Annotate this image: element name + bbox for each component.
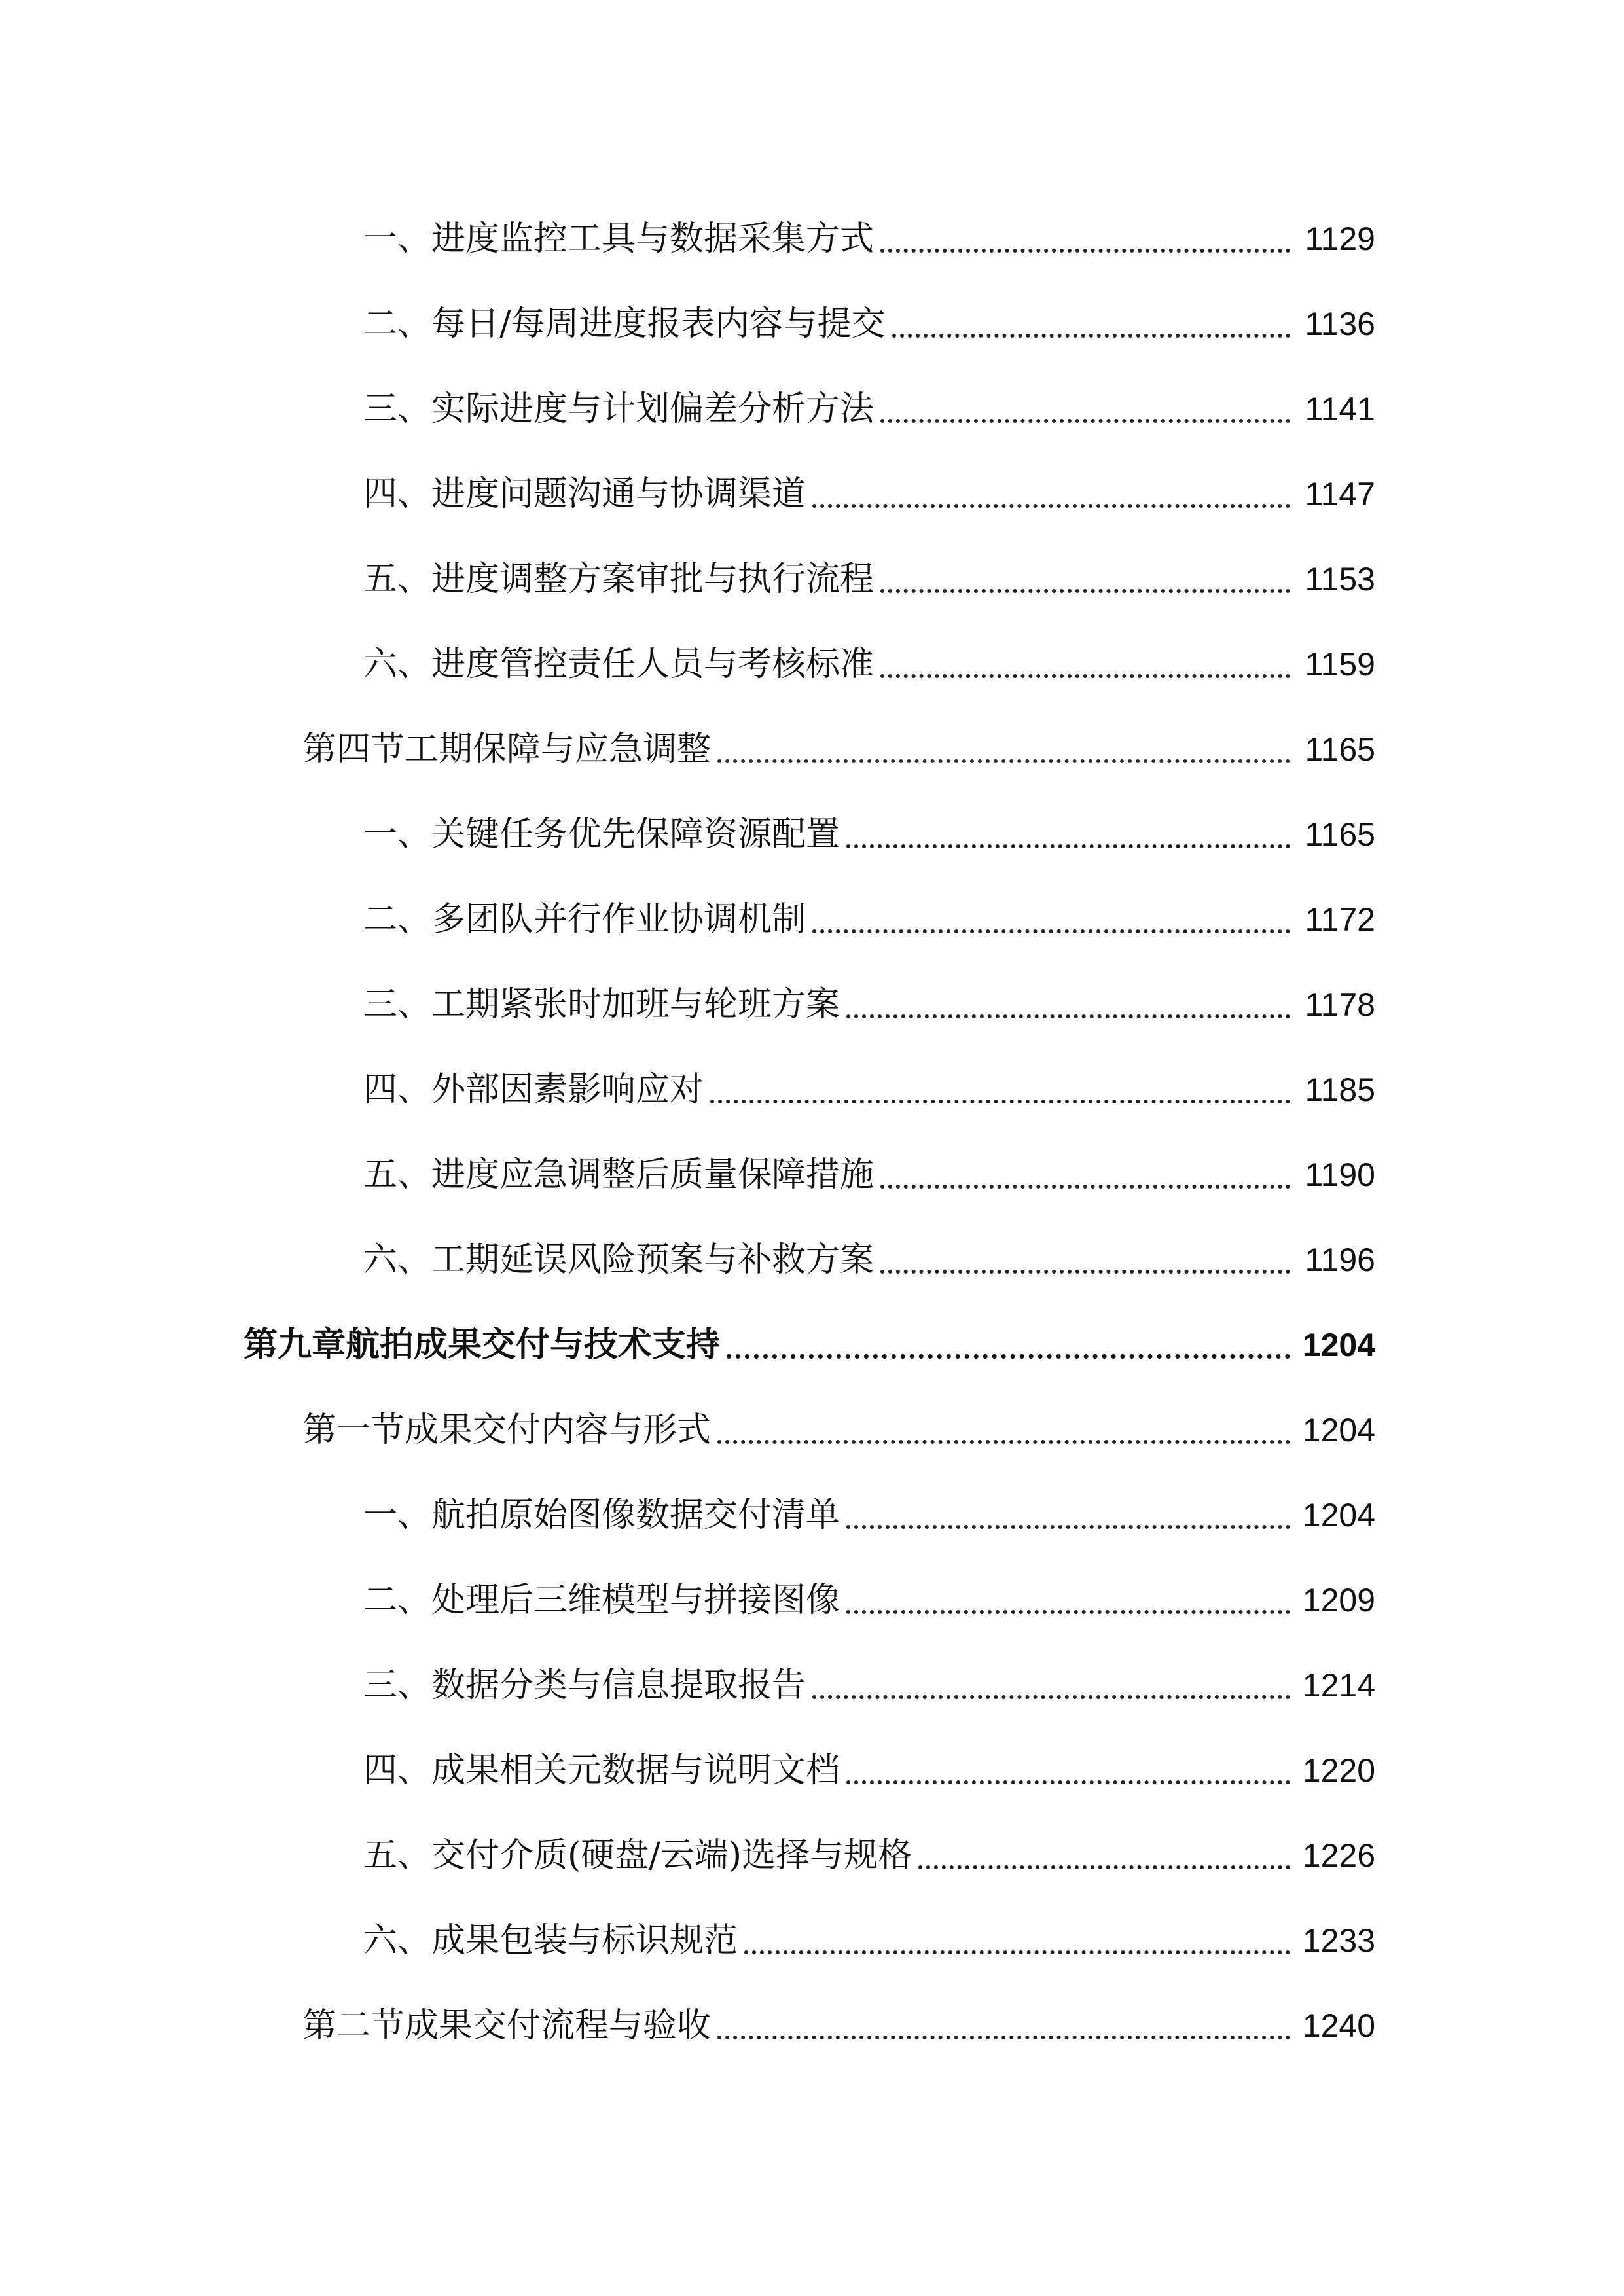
toc-entry-title: 四、进度问题沟通与协调渠道 <box>363 475 806 514</box>
toc-entry-title: 五、进度调整方案审批与执行流程 <box>363 560 875 599</box>
toc-entry[interactable] <box>363 1060 1375 1119</box>
toc-entry[interactable] <box>363 550 1375 609</box>
toc-entry-title: 五、交付介质(硬盘/云端)选择与规格 <box>363 1836 912 1875</box>
toc-page-number: 1136 <box>1305 306 1375 342</box>
toc-entry-title: 第九章航拍成果交付与技术支持 <box>244 1325 721 1365</box>
toc-section-entry[interactable] <box>302 1996 1375 2055</box>
toc-page-number: 1196 <box>1305 1242 1375 1278</box>
toc-entry-title: 五、进度应急调整后质量保障措施 <box>363 1155 875 1194</box>
toc-page-number: 1153 <box>1305 561 1375 598</box>
toc-entry-title: 第一节成果交付内容与形式 <box>302 1410 712 1450</box>
toc-page-number: 1204 <box>1302 1497 1375 1534</box>
toc-dot-leader <box>892 334 1290 338</box>
toc-dot-leader <box>717 1440 1290 1444</box>
toc-entry-title: 三、实际进度与计划偏差分析方法 <box>363 389 875 429</box>
toc-page-number: 1165 <box>1305 816 1375 853</box>
toc-dot-leader <box>744 1950 1290 1954</box>
toc-page-number: 1233 <box>1302 1922 1375 1959</box>
toc-page-number: 1204 <box>1302 1412 1375 1448</box>
toc-page-number: 1178 <box>1305 986 1375 1023</box>
toc-entry-title: 六、进度管控责任人员与考核标准 <box>363 645 875 684</box>
toc-dot-leader <box>846 1610 1290 1614</box>
toc-entry[interactable] <box>363 1911 1375 1970</box>
toc-entry[interactable] <box>363 1656 1375 1715</box>
toc-entry-title: 一、航拍原始图像数据交付清单 <box>363 1496 840 1535</box>
toc-dot-leader <box>880 249 1290 253</box>
toc-entry[interactable] <box>363 295 1375 353</box>
toc-entry-title: 三、数据分类与信息提取报告 <box>363 1666 806 1705</box>
toc-entry[interactable] <box>363 635 1375 694</box>
toc-entry-title: 一、进度监控工具与数据采集方式 <box>363 219 875 259</box>
toc-entry[interactable] <box>363 805 1375 864</box>
toc-dot-leader <box>846 844 1290 848</box>
toc-dot-leader <box>812 504 1290 508</box>
toc-entry[interactable] <box>363 1230 1375 1289</box>
toc-entry[interactable] <box>363 1826 1375 1885</box>
toc-entry[interactable] <box>363 890 1375 949</box>
toc-page-number: 1190 <box>1305 1157 1375 1193</box>
toc-entry-title: 二、多团队并行作业协调机制 <box>363 900 806 939</box>
toc-dot-leader <box>880 1185 1290 1189</box>
toc-page-number: 1240 <box>1302 2007 1375 2044</box>
toc-section-entry[interactable] <box>302 1401 1375 1460</box>
toc-dot-leader <box>727 1354 1290 1359</box>
toc-dot-leader <box>918 1865 1290 1869</box>
toc-entry[interactable] <box>363 1486 1375 1545</box>
toc-page-number: 1147 <box>1305 476 1375 512</box>
toc-dot-leader <box>846 1780 1290 1784</box>
toc-dot-leader <box>880 1270 1290 1274</box>
toc-page-number: 1129 <box>1305 221 1375 257</box>
toc-page-number: 1141 <box>1305 391 1375 427</box>
toc-page-number: 1185 <box>1305 1071 1375 1108</box>
toc-page-number: 1226 <box>1302 1837 1375 1874</box>
toc-entry-title: 四、成果相关元数据与说明文档 <box>363 1751 840 1790</box>
toc-page-number: 1220 <box>1302 1752 1375 1789</box>
toc-entry-title: 六、成果包装与标识规范 <box>363 1921 738 1960</box>
toc-dot-leader <box>710 1100 1290 1103</box>
toc-dot-leader <box>880 589 1290 593</box>
toc-chapter-entry[interactable] <box>244 1316 1375 1374</box>
toc-dot-leader <box>717 759 1290 763</box>
toc-entry[interactable] <box>363 380 1375 439</box>
toc-page-number: 1165 <box>1305 731 1375 768</box>
toc-dot-leader <box>880 674 1290 678</box>
toc-section-entry[interactable] <box>302 720 1375 779</box>
toc-entry-title: 三、工期紧张时加班与轮班方案 <box>363 985 840 1024</box>
toc-page-number: 1214 <box>1302 1667 1375 1704</box>
toc-page-number: 1209 <box>1302 1582 1375 1619</box>
toc-entry-title: 第二节成果交付流程与验收 <box>302 2006 712 2045</box>
toc-entry-title: 六、工期延误风险预案与补救方案 <box>363 1240 875 1280</box>
toc-entry-title: 二、处理后三维模型与拼接图像 <box>363 1581 840 1620</box>
toc-entry[interactable] <box>363 1571 1375 1630</box>
toc-entry-title: 四、外部因素影响应对 <box>363 1070 704 1109</box>
toc-dot-leader <box>717 2036 1290 2039</box>
toc-entry-title: 二、每日/每周进度报表内容与提交 <box>363 304 886 344</box>
toc-page-number: 1172 <box>1305 901 1375 938</box>
toc-page-number: 1204 <box>1302 1327 1375 1363</box>
toc-entry[interactable] <box>363 1145 1375 1204</box>
toc-dot-leader <box>880 419 1290 423</box>
toc-entry-title: 第四节工期保障与应急调整 <box>302 730 712 769</box>
toc-entry-title: 一、关键任务优先保障资源配置 <box>363 815 840 854</box>
toc-dot-leader <box>812 1695 1290 1699</box>
toc-dot-leader <box>846 1525 1290 1529</box>
toc-entry[interactable] <box>363 465 1375 524</box>
toc-entry[interactable] <box>363 975 1375 1034</box>
toc-dot-leader <box>846 1014 1290 1018</box>
toc-entry[interactable] <box>363 1741 1375 1800</box>
toc-entry[interactable] <box>363 209 1375 268</box>
toc-page-number: 1159 <box>1305 646 1375 683</box>
toc-dot-leader <box>812 929 1290 933</box>
